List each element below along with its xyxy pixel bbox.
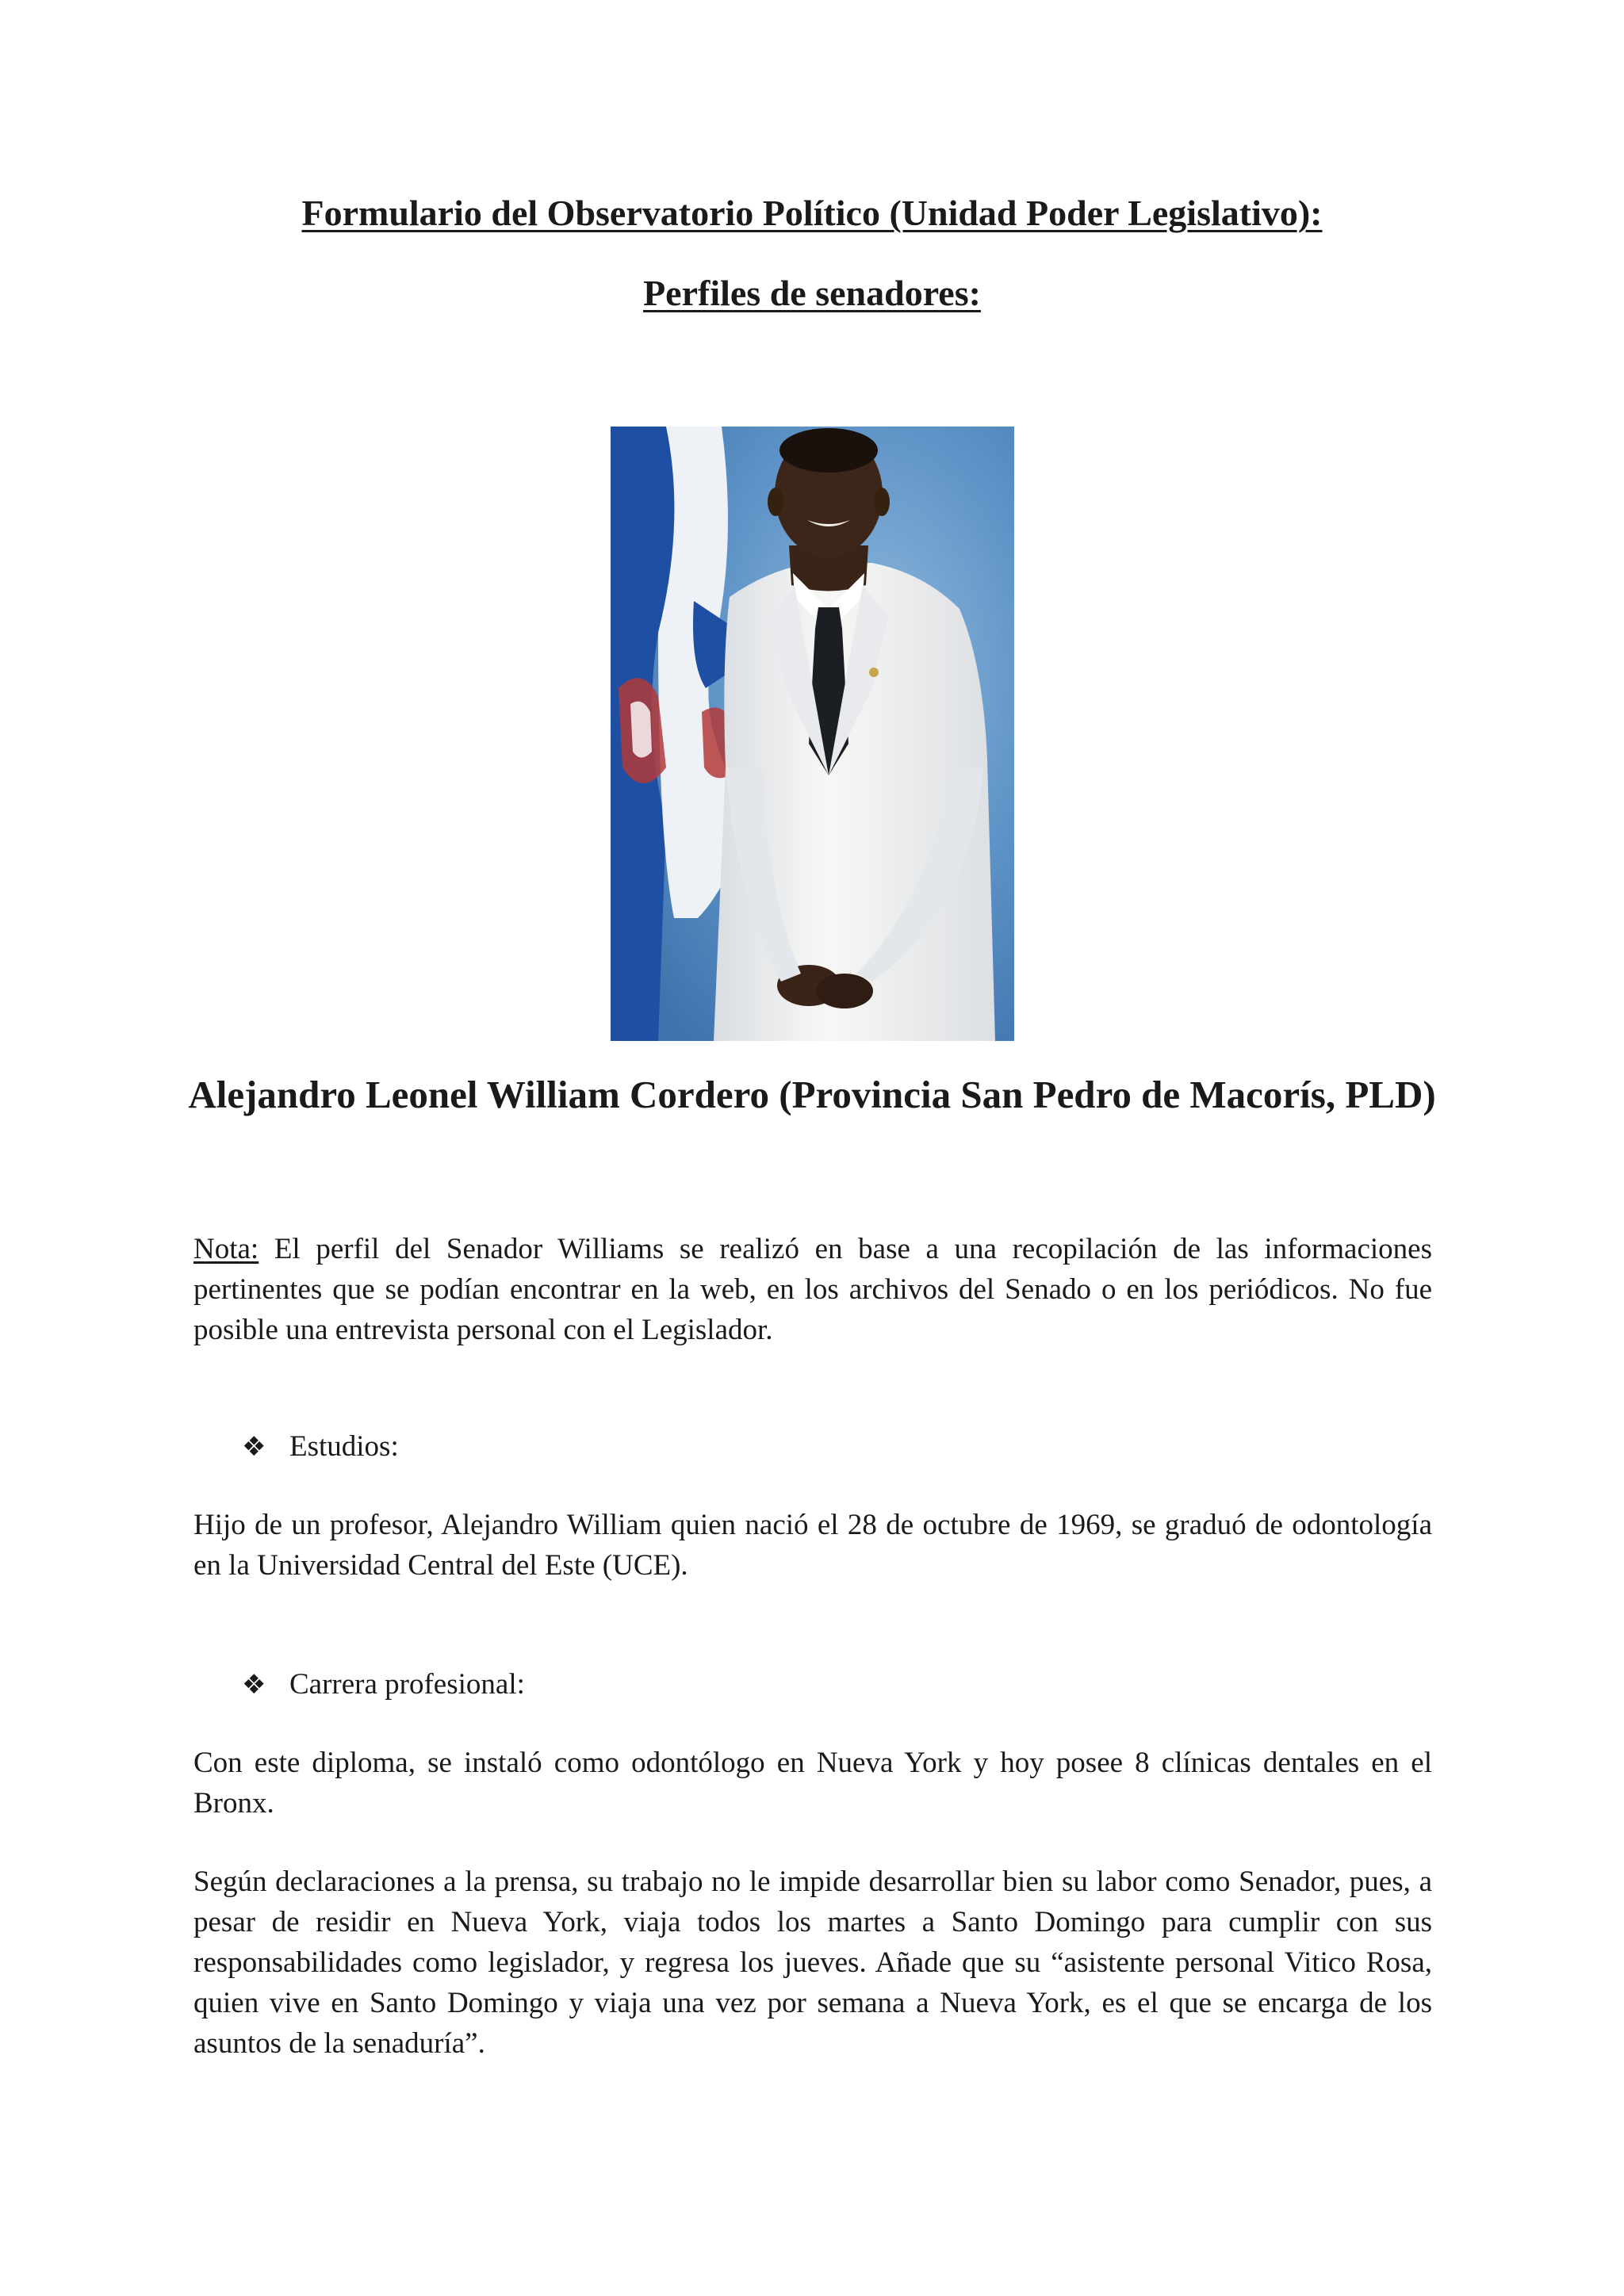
diamond-bullet-icon: ❖ [242,1431,266,1463]
estudios-paragraph: Hijo de un profesor, Alejandro William quien nació el 28 de octubre de 1969, se graduó de odontología en la Universidad Central del Este (UCE). [193,1509,1432,1582]
note-text: El perfil del Senador Williams se realizó en base a una recopilación de las informaciones pertinentes que se podían encontrar en la web, en los archivos del Senado o en los periódicos. No fue posible una entrevista personal con el Legislador. [193,1233,1432,1346]
senator-name-heading: Alejandro Leonel William Cordero (Provincia San Pedro de Macorís, PLD) [188,1073,1436,1116]
carrera-paragraph-2: Según declaraciones a la prensa, su trabajo no le impide desarrollar bien su labor como Senador, pues, a pesar de residir en Nueva York, viaja todos los martes a Santo Domingo para cumplir con sus responsabilidades como legislador, y regresa los jueves. Añade que su “asistente personal Vitico Rosa, quien vive en Santo Domingo y viaja una vez por semana a Nueva York, es el que se encarga de los asuntos de la senaduría”. [193,1866,1432,2060]
section-heading-label: Estudios: [289,1430,399,1463]
carrera-paragraph-1: Con este diploma, se instaló como odontólogo en Nueva York y hoy posee 8 clínicas dentales en el Bronx. [193,1747,1432,1820]
section-heading-estudios [242,1426,399,1468]
note-label: Nota: [193,1233,259,1265]
note-paragraph [193,1229,1432,1350]
section-heading-carrera [242,1664,525,1705]
page-subtitle: Perfiles de senadores: [643,273,981,313]
diamond-bullet-icon: ❖ [242,1669,266,1701]
section-heading-label: Carrera profesional: [289,1668,525,1701]
page-title: Formulario del Observatorio Político (Unidad Poder Legislativo): [301,193,1323,233]
senator-portrait-photo [611,427,1014,1041]
